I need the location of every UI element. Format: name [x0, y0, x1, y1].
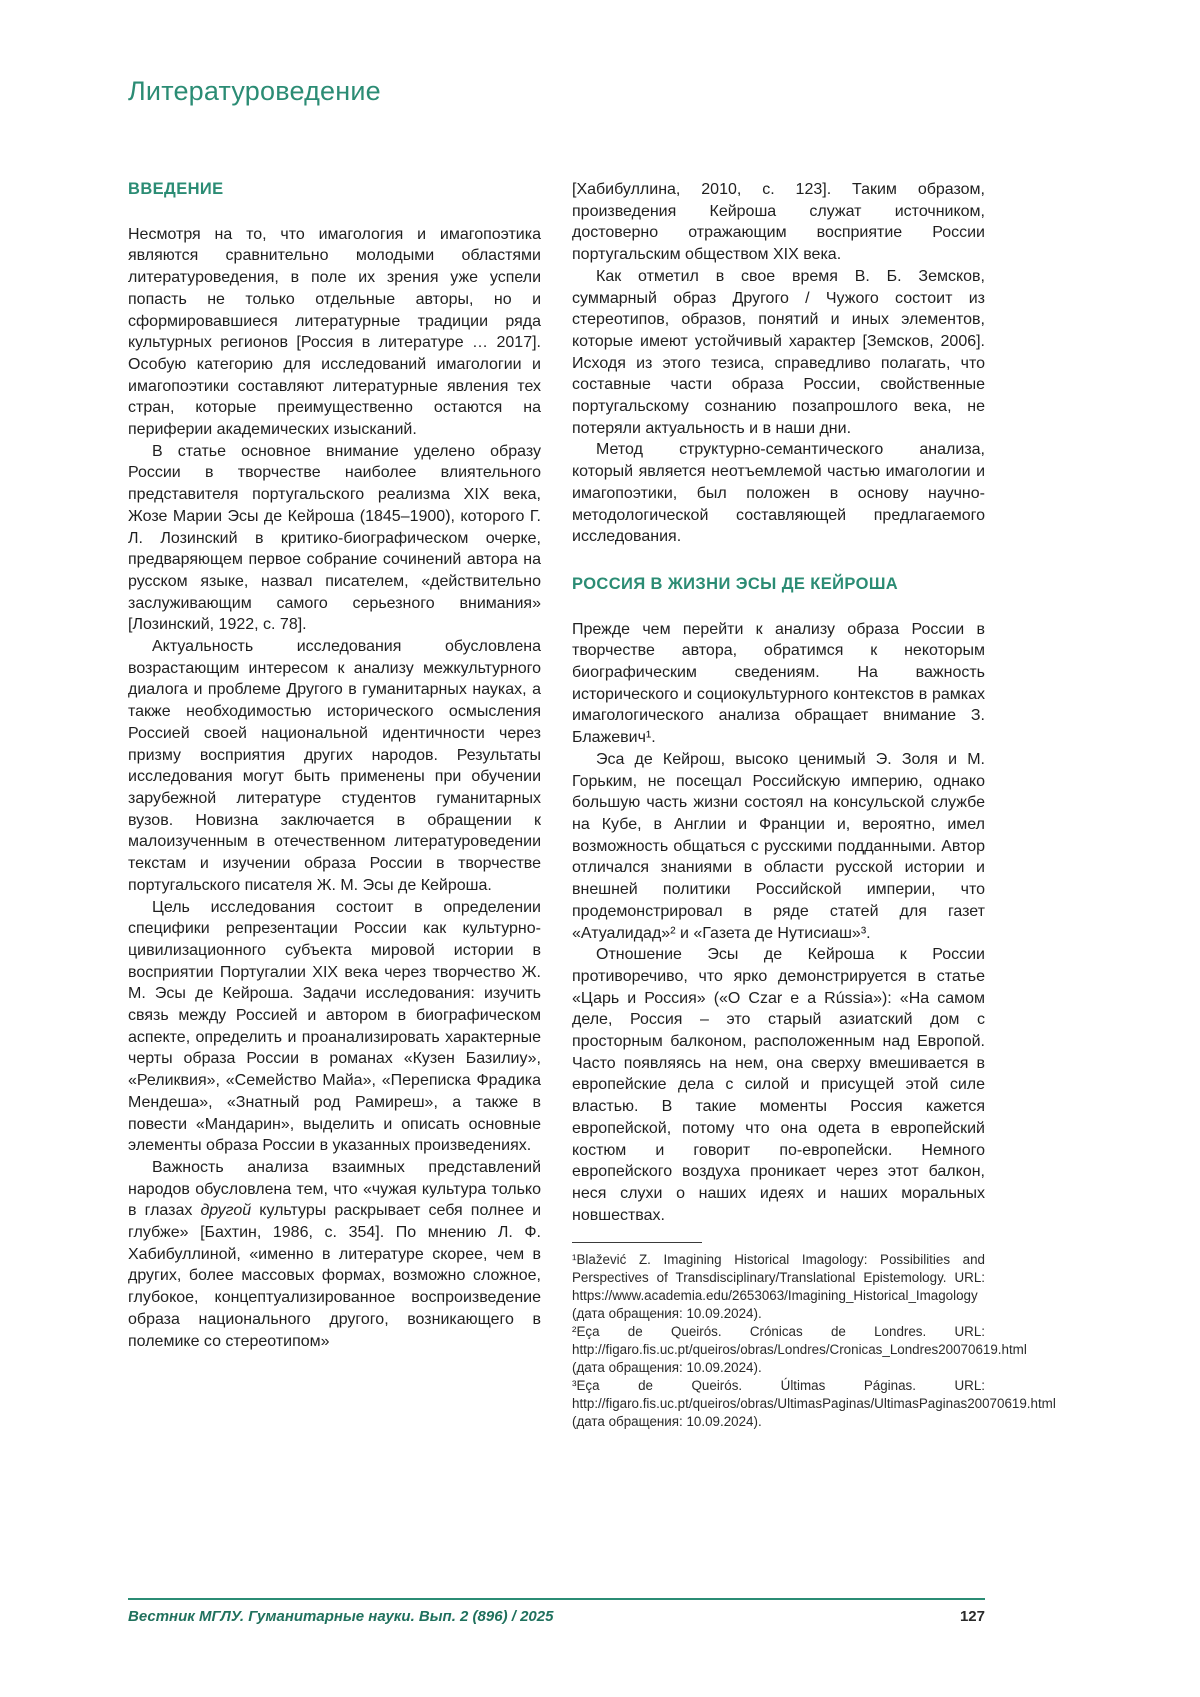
paragraph: Несмотря на то, что имагология и имагопоэтика являются сравнительно молодыми областями литературоведения, в поле их зрения уже успели попасть не только отдельные авторы, но и сформировавшиеся литературные традиции ряда культурных регионов [Россия в литературе … 2017]. Особую категорию для исследований имагологии и имагопоэтики составляют литературные явления тех стран, которые преимущественно остаются на периферии академических изысканий.	[128, 225, 541, 439]
paragraph-text: культуры раскрывает себя полнее и глубже» [Бахтин, 1986, с. 354]. По мнению Л. Ф. Хабибуллиной, «именно в литературе скорее, чем в других, более массовых формах, возможно сложное, глубокое, концептуализированное воспроизведение образа национального другого, возникающего в полемике со стереотипом»	[128, 1202, 541, 1350]
paragraph: Актуальность исследования обусловлена возрастающим интересом к анализу межкультурного диалога и проблеме Другого в гуманитарных науках, а также необходимостью исторического осмысления Россией своей национальной идентичности через призму восприятия других народов. Результаты исследования могут быть применены при обучении зарубежной литературе студентов гуманитарных вузов. Новизна заключается в обращении к малоизученным в отечественном литературоведении текстам и изучении образа России в творчестве португальского писателя Ж. М. Эсы де Кейроша.	[128, 638, 541, 894]
footnote: ¹Blažević Z. Imagining Historical Imagology: Possibilities and Perspectives of Transdisciplinary/Translational Epistemology. URL: https://www.academia.edu/2653063/Imagining_Historical_Imagology (дата обращения: 10.09.2024).	[572, 1252, 985, 1322]
paragraph: Эса де Кейрош, высоко ценимый Э. Золя и М. Горьким, не посещал Российскую империю, однако большую часть жизни состоял на консульской службе на Кубе, в Англии и Франции и, вероятно, имел возможность общаться с русскими подданными. Автор отличался знаниями в области русской истории и внешней политики Российской империи, что продемонстрировал в ряде статей для газет «Атуалидад»² и «Газета де Нутисиаш»³.	[572, 750, 985, 942]
paragraph: Цель исследования состоит в определении специфики репрезентации России как культурно-цивилизационного субъекта мировой истории в восприятии Португалии XIX века через творчество Ж. М. Эсы де Кейроша. Задачи исследования: изучить связь между Россией и автором в биографическом аспекте, определить и проанализировать характерные черты образа России в романах «Кузен Базилиу», «Реликвия», «Семейство Майа», «Переписка Фрадика Мендеша», «Знатный род Рамиреш», а также в повести «Мандарин», выделить и описать основные элементы образа России в указанных произведениях.	[128, 898, 541, 1155]
paragraph	[128, 1157, 541, 1352]
journal-title: Вестник МГЛУ. Гуманитарные науки. Вып. 2 (896) / 2025	[128, 1608, 554, 1625]
section-heading-introduction: ВВЕДЕНИЕ	[128, 180, 224, 198]
emphasized-word: другой	[200, 1202, 252, 1220]
paragraph: Прежде чем перейти к анализу образа России в творчестве автора, обратимся к некоторым биографическим сведениям. На важность исторического и социокультурного контекстов в рамках имагологического анализа обращает внимание З. Блажевич¹.	[572, 620, 985, 747]
footnote: ²Eça de Queirós. Crónicas de Londres. URL: http://figaro.fis.uc.pt/queiros/obras/Londres/Cronicas_Londres20070619.html (дата обращения: 10.09.2024).	[572, 1324, 1027, 1376]
paragraph-text: Важность анализа взаимных представлений народов обусловлена тем, что «чужая культура только в глазах	[128, 1158, 541, 1220]
paragraph: [Хабибуллина, 2010, с. 123]. Таким образом, произведения Кейроша служат источником, достоверно отражающим восприятие России португальским обществом XIX века.	[572, 181, 985, 264]
paragraph: Отношение Эсы де Кейроша к России противоречиво, что ярко демонстрируется в статье «Царь и Россия» («O Czar e a Rússia»): «На самом деле, Россия – это старый азиатский дом с просторным балконом, расположенным над Европой. Часто появляясь на нем, она сверху вмешивается в европейские дела с силой и присущей этой силе властью. В такие моменты Россия кажется европейской, потому что она одета в европейский костюм и говорит по-европейски. Немного европейского воздуха проникает через этот балкон, неся слухи о наших идеях и наших моральных новшествах.	[572, 946, 985, 1224]
paragraph: В статье основное внимание уделено образу России в творчестве наиболее влиятельного представителя португальского реализма XIX века, Жозе Марии Эсы де Кейроша (1845–1900), которого Г. Л. Лозинский в критико-биографическом очерке, предваряющем первое собрание сочинений автора на русском языке, назвал писателем, «действительно заслуживающим самого серьезного внимания» [Лозинский, 1922, с. 78].	[128, 442, 541, 634]
page-number: 127	[959, 1608, 985, 1625]
paragraph: Метод структурно-семантического анализа, который является неотъемлемой частью имагологии и имагопоэтики, был положен в основу научно-методологической составляющей предлагаемого исследования.	[572, 441, 985, 546]
page-footer	[128, 1598, 985, 1625]
right-column	[572, 179, 1056, 1431]
two-column-layout	[128, 179, 1056, 1431]
page-rubric: Литературоведение	[128, 76, 381, 106]
footnote-separator	[572, 1242, 702, 1243]
section-heading-russia-in-life: РОССИЯ В ЖИЗНИ ЭСЫ ДЕ КЕЙРОША	[572, 574, 899, 593]
footnote: ³Eça de Queirós. Últimas Páginas. URL: http://figaro.fis.uc.pt/queiros/obras/UltimasPaginas/UltimasPaginas20070619.html (дата обращения: 10.09.2024).	[572, 1378, 1056, 1430]
left-column	[128, 179, 541, 1431]
paragraph: Как отметил в свое время В. Б. Земсков, суммарный образ Другого / Чужого состоит из стереотипов, образов, понятий и иных элементов, которые имеют устойчивый характер [Земсков, 2006]. Исходя из этого тезиса, справедливо полагать, что составные части образа России, свойственные португальскому сознанию позапрошлого века, не потеряли актуальность и в наши дни.	[572, 267, 985, 437]
footnotes-block	[572, 1251, 1056, 1431]
